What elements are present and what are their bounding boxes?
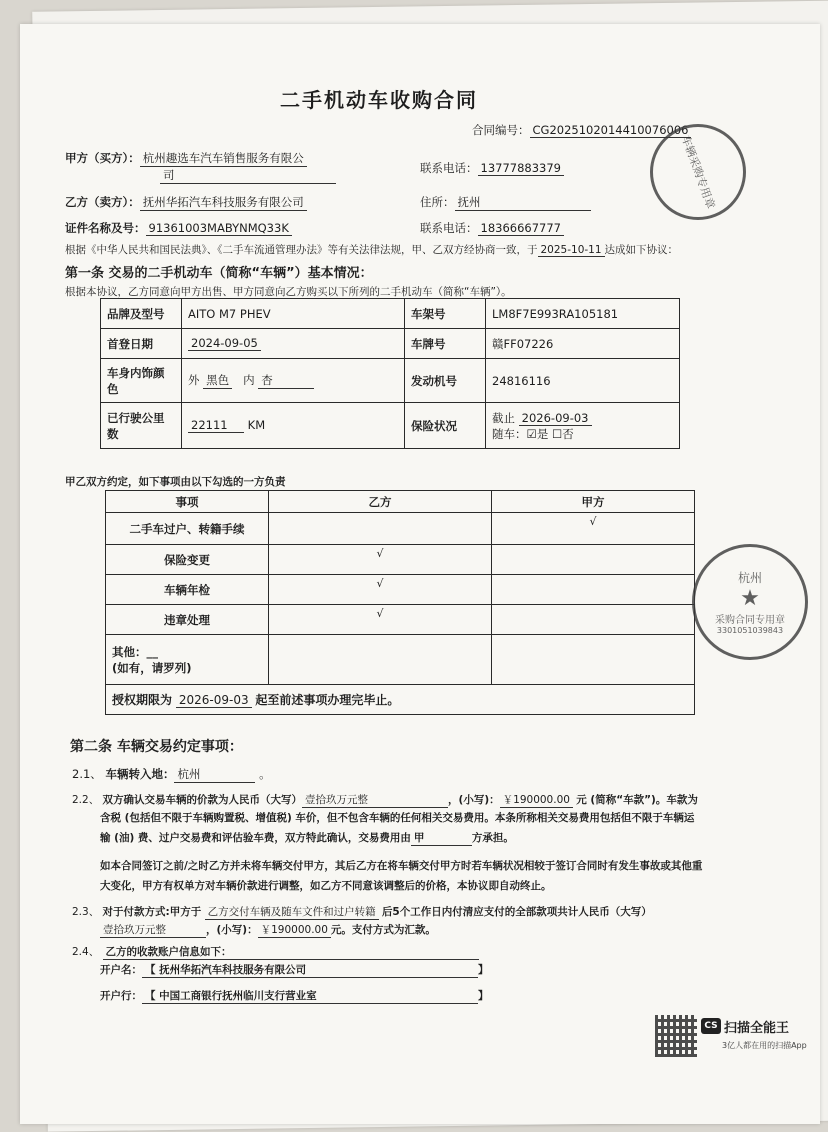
authorization-period: 授权期限为 2026-09-03 起至前述事项办理完毕止。 <box>106 685 695 715</box>
qr-code-icon <box>655 1015 697 1057</box>
duty-check-b: √ <box>269 605 492 635</box>
scanner-brand: 扫描全能王 <box>724 1021 790 1036</box>
duty-check-a <box>492 605 695 635</box>
plate-label: 车牌号 <box>405 329 486 359</box>
scanner-tagline: 3亿人都在用的扫描App <box>722 1041 807 1050</box>
contract-title: 二手机动车收购合同 <box>280 88 478 112</box>
camscanner-logo-icon: CS <box>701 1018 721 1034</box>
clause-2-4-title: 2.4、 乙方的收款账户信息如下： <box>72 944 479 960</box>
party-b-id: 证件名称及号： 91361003MABYNMQ33K <box>65 220 292 236</box>
contract-page <box>20 24 820 1124</box>
duty-check-b: √ <box>269 575 492 605</box>
brand-label: 品牌及型号 <box>101 299 182 329</box>
party-b: 乙方（卖方）： 抚州华拓汽车科技服务有限公司 <box>65 194 307 211</box>
reg-date-value: 2024-09-05 <box>182 329 405 359</box>
duty-header-a: 甲方 <box>492 491 695 513</box>
duty-intro: 甲乙双方约定，如下事项由以下勾选的一方负责 <box>65 476 286 488</box>
table-row: 二手车过户、转籍手续 √ <box>106 513 695 545</box>
clause-2-2-line4: 如本合同签订之前/之时乙方并未将车辆交付甲方，其后乙方在将车辆交付甲方时若车辆状况相较于签订合同时有发生事故或其他重 <box>100 860 703 872</box>
party-a: 甲方（买方）： 杭州趣选车汽车销售服务有限公 <box>65 150 307 167</box>
party-a-phone: 联系电话： 13777883379 <box>420 160 564 176</box>
color-label: 车身内饰颜色 <box>101 359 182 403</box>
insurance-label: 保险状况 <box>405 403 486 449</box>
contract-stamp: 杭州 ★ 采购合同专用章 3301051039843 <box>692 544 808 660</box>
duty-header-b: 乙方 <box>269 491 492 513</box>
contract-number: 合同编号： CG2025102014410076006 <box>472 122 691 138</box>
article-2-title: 第二条 车辆交易约定事项： <box>70 739 243 755</box>
duty-check-a <box>492 575 695 605</box>
duty-check-a: √ <box>492 513 695 545</box>
color-value: 外 黑色 内 杏 <box>182 359 405 403</box>
reg-date-label: 首登日期 <box>101 329 182 359</box>
table-row: 违章处理 √ <box>106 605 695 635</box>
party-b-phone: 联系电话： 18366667777 <box>420 220 564 236</box>
clause-2-2-line1: 2.2、 双方确认交易车辆的价款为人民币（大写） 壹拾玖万元整 ，(小写)： ￥190000.00 元 (简称“车款”)。车款为 <box>72 794 698 806</box>
engine-label: 发动机号 <box>405 359 486 403</box>
clause-2-1: 2.1、 车辆转入地： 杭州 。 <box>72 767 271 781</box>
duty-check-b <box>269 513 492 545</box>
star-icon: ★ <box>740 586 760 611</box>
party-a-line2: 司 <box>160 167 336 184</box>
article-1-title: 第一条 交易的二手机动车（简称“车辆”）基本情况： <box>65 266 373 281</box>
clause-2-3-line1: 2.3、 对于付款方式:甲方于 乙方交付车辆及随车文件和过户转籍 后5个工作日内付清应支付的全部款项共计人民币（大写） <box>72 906 652 918</box>
clause-2-3-line2: 壹拾玖万元整 ，(小写)： ￥190000.00 元。支付方式为汇款。 <box>100 922 436 938</box>
duty-other: 其他：__ (如有，请罗列) <box>106 635 269 685</box>
clause-2-2-line5: 大变化，甲方有权单方对车辆价款进行调整，如乙方不同意该调整后的价格，本协议即自动终止。 <box>100 880 552 892</box>
duty-header-item: 事项 <box>106 491 269 513</box>
mileage-value: 22111 KM <box>182 403 405 449</box>
vin-label: 车架号 <box>405 299 486 329</box>
duty-check-a <box>492 545 695 575</box>
legal-basis: 根据《中华人民共和国民法典》、《二手车流通管理办法》等有关法律法规，甲、乙双方经协商一致，于 2025-10-11 达成如下协议： <box>65 244 679 256</box>
plate-value: 赣FF07226 <box>486 329 680 359</box>
duty-table <box>105 490 695 715</box>
table-row <box>106 635 695 685</box>
clause-2-2-line2: 含税 (包括但不限于车辆购置税、增值税) 车价，但不包含车辆的任何相关交易费用。本条所称相关交易费用包括但不限于车辆运 <box>100 812 695 824</box>
yes-checkbox: ☑ <box>526 426 537 441</box>
vin-value: LM8F7E993RA105181 <box>486 299 680 329</box>
engine-value: 24816116 <box>486 359 680 403</box>
table-row: 保险变更 √ <box>106 545 695 575</box>
mileage-label: 已行驶公里数 <box>101 403 182 449</box>
table-row: 车辆年检 √ <box>106 575 695 605</box>
account-bank: 开户行： 【 中国工商银行抚州临川支行营业室 】 <box>100 990 489 1002</box>
duty-check-b: √ <box>269 545 492 575</box>
no-checkbox: ☐ <box>551 426 563 441</box>
party-b-address: 住所： 抚州 <box>420 194 591 211</box>
brand-value: AITO M7 PHEV <box>182 299 405 329</box>
account-name: 开户名： 【 抚州华拓汽车科技服务有限公司 】 <box>100 964 489 976</box>
clause-2-2-line3: 输 (油) 费、过户交易费和评估验车费，双方特此确认，交易费用由 甲 方承担。 <box>100 832 514 844</box>
vehicle-table <box>100 298 680 449</box>
procurement-stamp: 车辆采购专用章 <box>650 124 746 220</box>
article-1-intro: 根据本协议，乙方同意向甲方出售、甲方同意向乙方购买以下所列的二手机动车（简称“车辆”）。 <box>65 286 512 298</box>
insurance-value: 截止 2026-09-03 随车：☑是 ☐否 <box>486 403 680 449</box>
